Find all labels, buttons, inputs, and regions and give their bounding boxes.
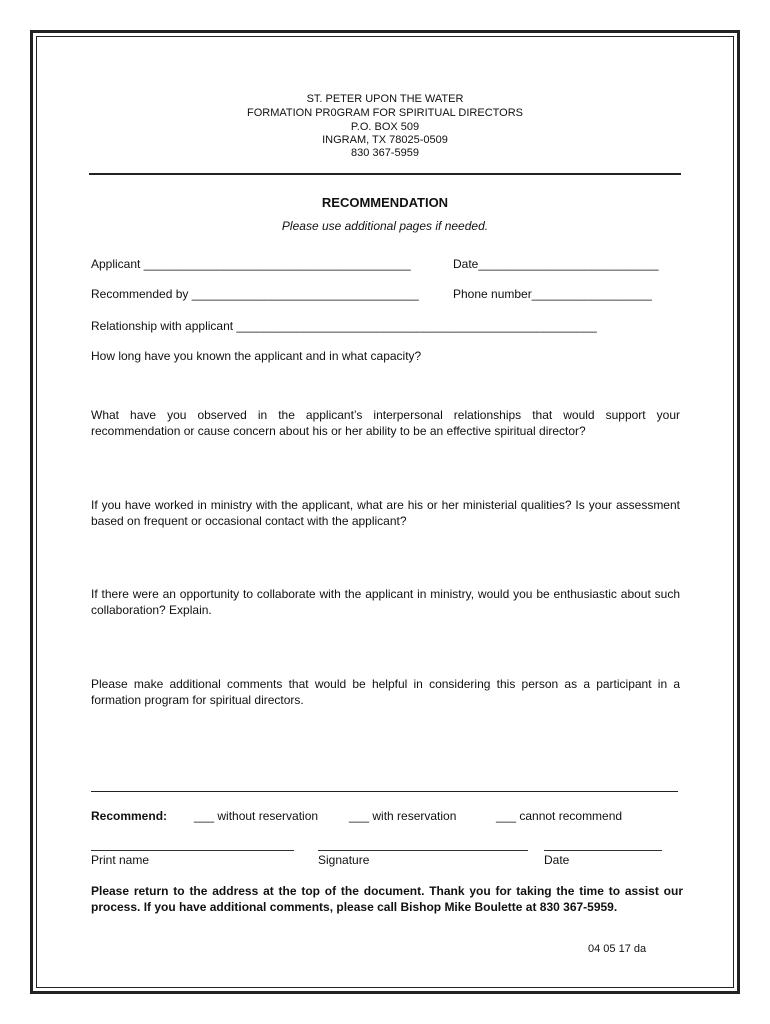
phone-number-field[interactable]: Phone number__________________ [453,287,652,301]
date-field[interactable]: Date___________________________ [453,257,659,271]
recommended-by-field[interactable]: Recommended by __________________________________ [91,287,419,301]
form-code: 04 05 17 da [588,943,647,955]
question-additional-comments: Please make additional comments that would be helpful in considering this person as a participant in a formation program for spiritual directors. [91,677,680,707]
page-title: RECOMMENDATION [321,195,449,210]
question-collaboration: If there were an opportunity to collaborate with the applicant in ministry, would you be enthusiastic about such collaboration? Explain. [91,587,680,617]
program-name: FORMATION PR0GRAM FOR SPIRITUAL DIRECTORS [246,107,524,119]
signature-label: Signature [318,853,370,867]
signature-date-line[interactable] [544,850,662,851]
comments-end-line [91,791,678,792]
print-name-label: Print name [91,853,150,867]
relationship-field[interactable]: Relationship with applicant ______________________________________________________ [91,319,597,333]
applicant-field[interactable]: Applicant ________________________________________ [91,257,411,271]
org-name: ST. PETER UPON THE WATER [306,93,464,105]
org-phone: 830 367-5959 [351,147,419,159]
recommend-without-reservation[interactable]: ___ without reservation [194,809,319,823]
recommend-with-reservation[interactable]: ___ with reservation [349,809,457,823]
question-ministry-qualities: If you have worked in ministry with the applicant, what are his or her ministerial qualities? Is your assessment based on frequent or occasional contact with the applicant? [91,498,680,528]
recommend-label: Recommend: [91,809,168,823]
po-box: P.O. BOX 509 [350,121,420,133]
print-name-line[interactable] [91,850,294,851]
recommend-cannot[interactable]: ___ cannot recommend [496,809,623,823]
signature-line[interactable] [318,850,528,851]
city-state-zip: INGRAM, TX 78025-0509 [322,134,448,146]
header-divider [89,173,681,175]
page-subtitle: Please use additional pages if needed. [281,219,489,233]
signature-date-label: Date [544,853,570,867]
question-interpersonal: What have you observed in the applicant’s interpersonal relationships that would support your recommendation or cause concern about his or her ability to be an effective spiritual director? [91,408,680,438]
question-known-how-long: How long have you known the applicant and in what capacity? [91,349,422,363]
return-instructions: Please return to the address at the top of the document. Thank you for taking the time to assist our process. If you have additional comments, please call Bishop Mike Boulette at 830 367-5959. [91,884,683,914]
